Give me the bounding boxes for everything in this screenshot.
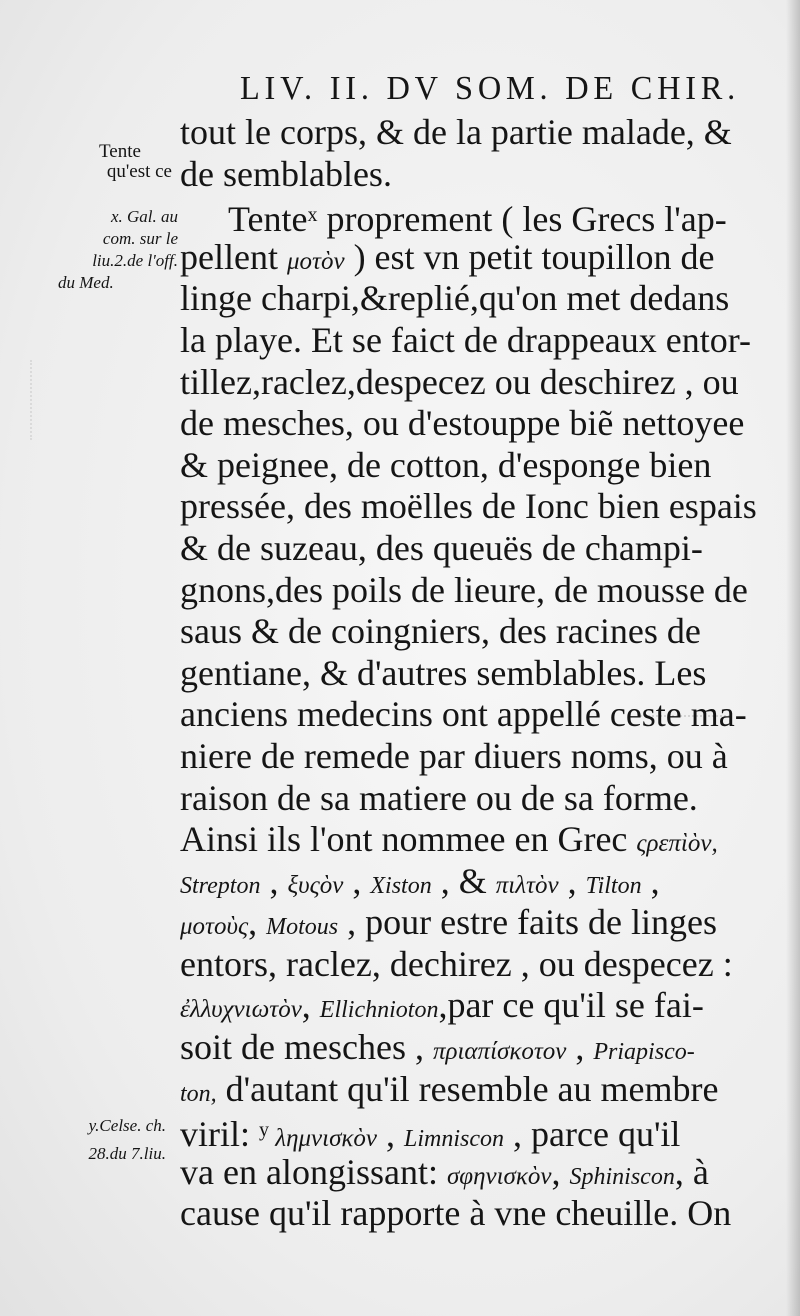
text-line: [180, 1152, 780, 1194]
text-line: tout le corps, & de la partie malade, &: [180, 112, 732, 152]
text-line: [180, 861, 780, 903]
page-edge-shadow: [786, 0, 800, 1316]
text-span: ,: [248, 902, 267, 943]
margin-note-tente: [68, 142, 172, 182]
text-span: soit de mesches ,: [180, 1027, 433, 1068]
text-span: ,: [260, 860, 288, 901]
margin-note-line: liu.2.de l'off.: [92, 251, 178, 270]
text-line: & de suzeau, des queuës de champi-: [180, 527, 703, 568]
text-line: [180, 1110, 780, 1155]
text-line: gentiane, & d'autres semblables. Les: [180, 652, 707, 693]
margin-note-line: x. Gal. au: [110, 207, 178, 226]
text-span: viril:: [180, 1114, 259, 1155]
footnote-marker: x: [307, 204, 318, 227]
text-line: entors, raclez, dechirez , ou despecez :: [180, 943, 733, 984]
greek-word: μοτοὺς: [180, 913, 249, 941]
italic-word: ton,: [180, 1080, 217, 1107]
margin-note-line: Tente: [99, 141, 141, 162]
greek-word: ἐλλυχνιωτὸν: [180, 996, 302, 1024]
text-span: ,: [377, 1114, 404, 1155]
greek-word: ξυςὸν: [287, 871, 344, 899]
text-span: Tente: [228, 199, 308, 240]
text-span: proprement ( les Grecs l'ap-: [317, 199, 727, 240]
greek-word: πιλτὸν: [495, 871, 559, 899]
text-line: [180, 902, 780, 944]
text-line: saus & de coingniers, des racines de: [180, 611, 701, 652]
margin-note-celse: [20, 1112, 166, 1168]
text-line: cause qu'il rapporte à vne cheuille. On: [180, 1193, 732, 1234]
text-span: ,: [641, 860, 660, 901]
italic-word: Priapisco-: [593, 1039, 695, 1066]
italic-word: Motous: [266, 914, 339, 941]
footnote-marker: y: [259, 1119, 269, 1142]
main-text-block: [180, 112, 780, 1235]
italic-word: Tilton: [585, 872, 642, 899]
greek-word: πριαπίσκοτον: [432, 1038, 567, 1066]
text-line: [180, 1027, 780, 1069]
text-span: d'autant qu'il resemble au membre: [216, 1068, 719, 1109]
greek-word: ςρεπὶὸν,: [636, 830, 718, 858]
text-line: gnons,des poils de lieure, de mousse de: [180, 569, 748, 610]
margin-note-line: qu'est ce: [106, 161, 172, 182]
text-line: tillez,raclez,despecez ou deschirez , ou: [180, 361, 739, 402]
margin-note-line: com. sur le: [102, 229, 178, 248]
text-line: niere de remede par diuers noms, ou à: [180, 735, 728, 776]
greek-word: σφηνισκὸν: [446, 1162, 552, 1190]
text-span: ,: [558, 860, 586, 901]
text-span: pellent: [180, 236, 287, 277]
text-line: [180, 195, 780, 240]
text-line: anciens medecins ont appellé ceste ma-: [180, 694, 747, 735]
text-line: pressée, des moëlles de Ionc bien espais: [180, 486, 757, 527]
show-through-blot: [30, 360, 152, 440]
text-span: , pour estre faits de linges: [338, 902, 718, 943]
text-span: ) est vn petit toupillon de: [344, 236, 715, 277]
text-span: Ainsi ils l'ont nommee en Grec: [180, 819, 637, 860]
text-span: ,: [301, 985, 320, 1026]
text-span: , &: [431, 860, 496, 901]
text-line: raison de sa matiere ou de sa forme.: [180, 777, 698, 818]
text-line: linge charpi,&replié,qu'on met dedans: [180, 278, 730, 319]
text-span: , à: [674, 1151, 709, 1192]
text-line: [180, 819, 780, 861]
italic-word: Limniscon: [404, 1126, 505, 1153]
italic-word: Sphiniscon: [569, 1163, 675, 1190]
text-span: ,: [343, 860, 371, 901]
text-span: ,: [566, 1027, 594, 1068]
text-line: & peignee, de cotton, d'esponge bien: [180, 444, 712, 485]
margin-note-line: du Med.: [58, 273, 114, 292]
margin-note-line: 28.du 7.liu.: [88, 1144, 166, 1163]
text-line: de mesches, ou d'estouppe biẽ nettoyee: [180, 403, 745, 444]
margin-note-galen: [40, 206, 178, 294]
greek-word: λημνισκὸν: [269, 1125, 377, 1153]
italic-word: Strepton: [180, 872, 261, 899]
text-line: de semblables.: [180, 153, 392, 194]
text-line: [180, 237, 780, 279]
text-line: [180, 1069, 780, 1111]
text-span: ,par ce qu'il se fai-: [438, 985, 704, 1026]
text-line: la playe. Et se faict de drappeaux entor-: [180, 319, 752, 360]
italic-word: Xiston: [370, 872, 432, 899]
italic-word: Ellichnioton: [319, 997, 439, 1024]
text-span: , parce qu'il: [504, 1114, 681, 1155]
text-line: [180, 985, 780, 1027]
running-header: LIV. II. DV SOM. DE CHIR.: [240, 70, 740, 107]
margin-note-line: y.Celse. ch.: [88, 1116, 166, 1135]
text-span: va en alongissant:: [180, 1151, 447, 1192]
text-span: ,: [551, 1151, 570, 1192]
greek-word: μοτὸν: [286, 247, 345, 275]
